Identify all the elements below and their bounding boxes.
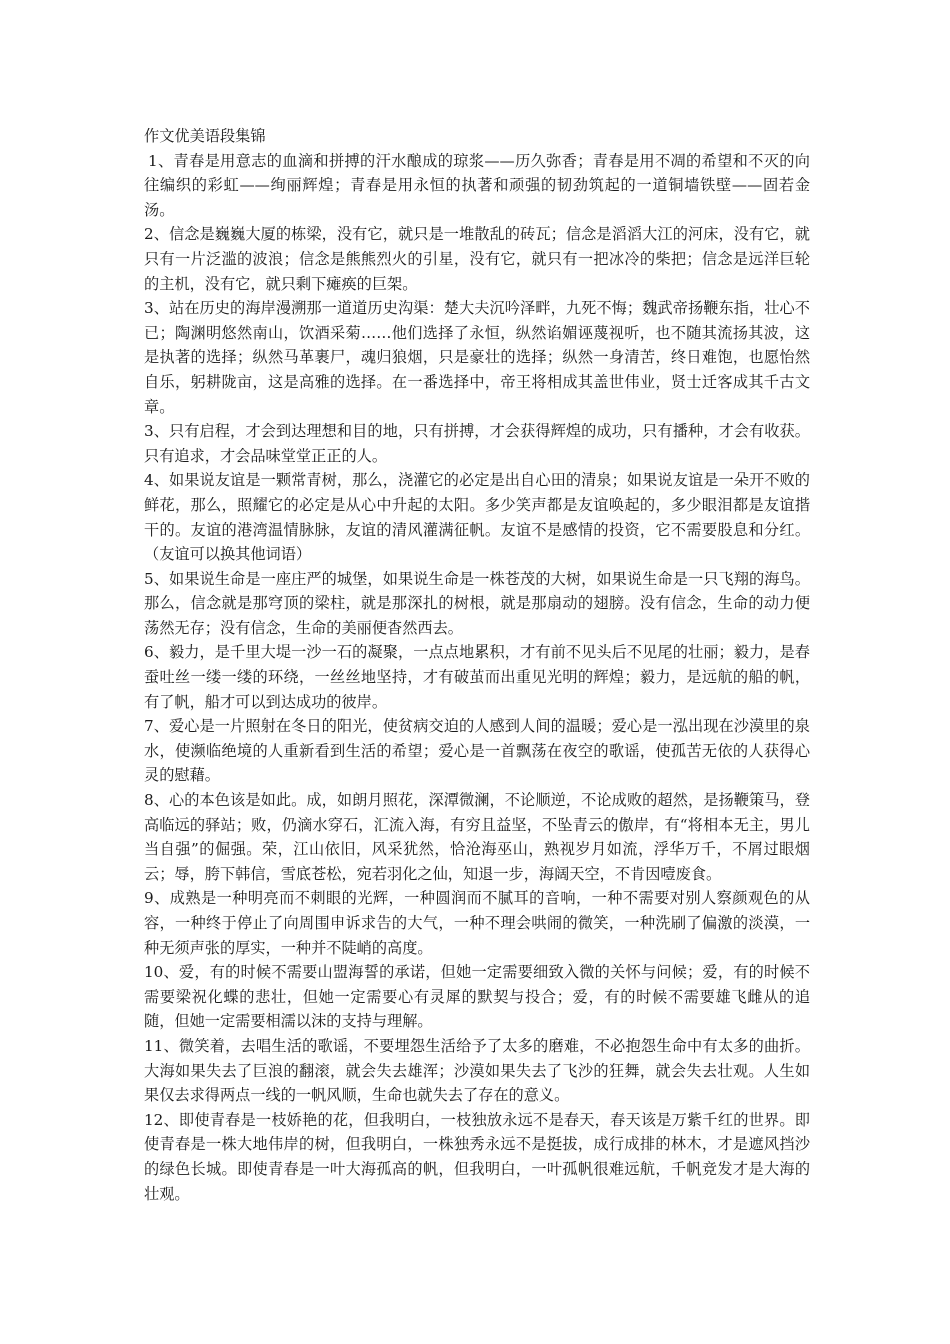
paragraph: 5、如果说生命是一座庄严的城堡，如果说生命是一株苍茂的大树，如果说生命是一只飞翔的海鸟。那么，信念就是那穹顶的梁柱，就是那深扎的树根，就是那扇动的翅膀。没有信念，生命的动力便荡然无存；没有信念，生命的美丽便杳然西去。 bbox=[144, 569, 810, 637]
paragraph: 3、站在历史的海岸漫溯那一道道历史沟渠：楚大夫沉吟泽畔，九死不悔；魏武帝扬鞭东指，壮心不已；陶渊明悠然南山，饮酒采菊……他们选择了永恒，纵然谄媚诬蔑视听，也不随其流扬其波，这是执著的选择；纵然马革裹尸，魂归狼烟，只是豪壮的选择；纵然一身清苦，终日难饱，也愿怡然自乐，躬耕陇亩，这是高雅的选择。在一番选择中，帝王将相成其盖世伟业，贤士迁客成其千古文章。 bbox=[144, 299, 810, 416]
paragraph: 6、毅力，是千里大堤一沙一石的凝聚，一点点地累积，才有前不见头后不见尾的壮丽；毅力，是春蚕吐丝一缕一缕的环绕，一丝丝地坚持，才有破茧而出重见光明的辉煌；毅力，是远航的船的帆，有了帆，船才可以到达成功的彼岸。 bbox=[144, 643, 810, 711]
paragraph: 12、即使青春是一枝娇艳的花，但我明白，一枝独放永远不是春天，春天该是万紫千红的世界。即使青春是一株大地伟岸的树，但我明白，一株独秀永远不是挺拔，成行成排的林木，才是遮风挡沙的绿色长城。即使青春是一叶大海孤高的帆，但我明白，一叶孤帆很难远航，千帆竞发才是大海的壮观。 bbox=[144, 1110, 810, 1203]
paragraph: 4、如果说友谊是一颗常青树，那么，浇灌它的必定是出自心田的清泉；如果说友谊是一朵开不败的鲜花，那么，照耀它的必定是从心中升起的太阳。多少笑声都是友谊唤起的，多少眼泪都是友谊揩干的。友谊的港湾温情脉脉，友谊的清风灌满征帆。友谊不是感情的投资，它不需要股息和分红。（友谊可以换其他词语） bbox=[144, 471, 810, 564]
paragraph: 9、成熟是一种明亮而不刺眼的光辉，一种圆润而不腻耳的音响，一种不需要对别人察颜观色的从容，一种终于停止了向周围申诉求告的大气，一种不理会哄闹的微笑，一种洗刷了偏激的淡漠，一种无须声张的厚实，一种并不陡峭的高度。 bbox=[144, 889, 810, 957]
paragraph: 7、爱心是一片照射在冬日的阳光，使贫病交迫的人感到人间的温暖；爱心是一泓出现在沙漠里的泉水，使濒临绝境的人重新看到生活的希望；爱心是一首飘荡在夜空的歌谣，使孤苦无依的人获得心灵的慰藉。 bbox=[144, 717, 810, 785]
paragraph: 3、只有启程，才会到达理想和目的地，只有拼搏，才会获得辉煌的成功，只有播种，才会有收获。只有追求，才会品味堂堂正正的人。 bbox=[144, 422, 810, 465]
paragraph: 1、青春是用意志的血滴和拼搏的汗水酿成的琼浆——历久弥香；青春是用不凋的希望和不灭的向往编织的彩虹——绚丽辉煌；青春是用永恒的执著和顽强的韧劲筑起的一道铜墙铁壁——固若金汤。 bbox=[144, 151, 810, 219]
paragraph: 8、心的本色该是如此。成，如朗月照花，深潭微澜，不论顺逆，不论成败的超然，是扬鞭策马，登高临远的驿站；败，仍滴水穿石，汇流入海，有穷且益坚，不坠青云的傲岸，有“将相本无主，男儿当自强”的倔强。荣，江山依旧，风采犹然，恰沧海巫山，熟视岁月如流，浮华万千，不屑过眼烟云；辱，胯下韩信，雪底苍松，宛若羽化之仙，知退一步，海阔天空，不肯因噎废食。 bbox=[144, 791, 810, 883]
paragraph: 10、爱，有的时候不需要山盟海誓的承诺，但她一定需要细致入微的关怀与问候；爱，有的时候不需要梁祝化蝶的悲壮，但她一定需要心有灵犀的默契与投合；爱，有的时候不需要雄飞雌从的追随，但她一定需要相濡以沫的支持与理解。 bbox=[144, 963, 810, 1031]
paragraph: 11、微笑着，去唱生活的歌谣，不要埋怨生活给予了太多的磨难，不必抱怨生命中有太多的曲折。大海如果失去了巨浪的翻滚，就会失去雄浑；沙漠如果失去了飞沙的狂舞，就会失去壮观。人生如果仅去求得两点一线的一帆风顺，生命也就失去了存在的意义。 bbox=[144, 1036, 810, 1105]
document-title: 作文优美语段集锦 bbox=[144, 127, 266, 145]
document-body bbox=[144, 124, 810, 1206]
paragraph: 2、信念是巍巍大厦的栋梁，没有它，就只是一堆散乱的砖瓦；信念是滔滔大江的河床，没有它，就只有一片泛滥的波浪；信念是熊熊烈火的引星，没有它，就只有一把冰冷的柴把；信念是远洋巨轮的主机，没有它，就只剩下瘫痪的巨架。 bbox=[144, 225, 810, 293]
